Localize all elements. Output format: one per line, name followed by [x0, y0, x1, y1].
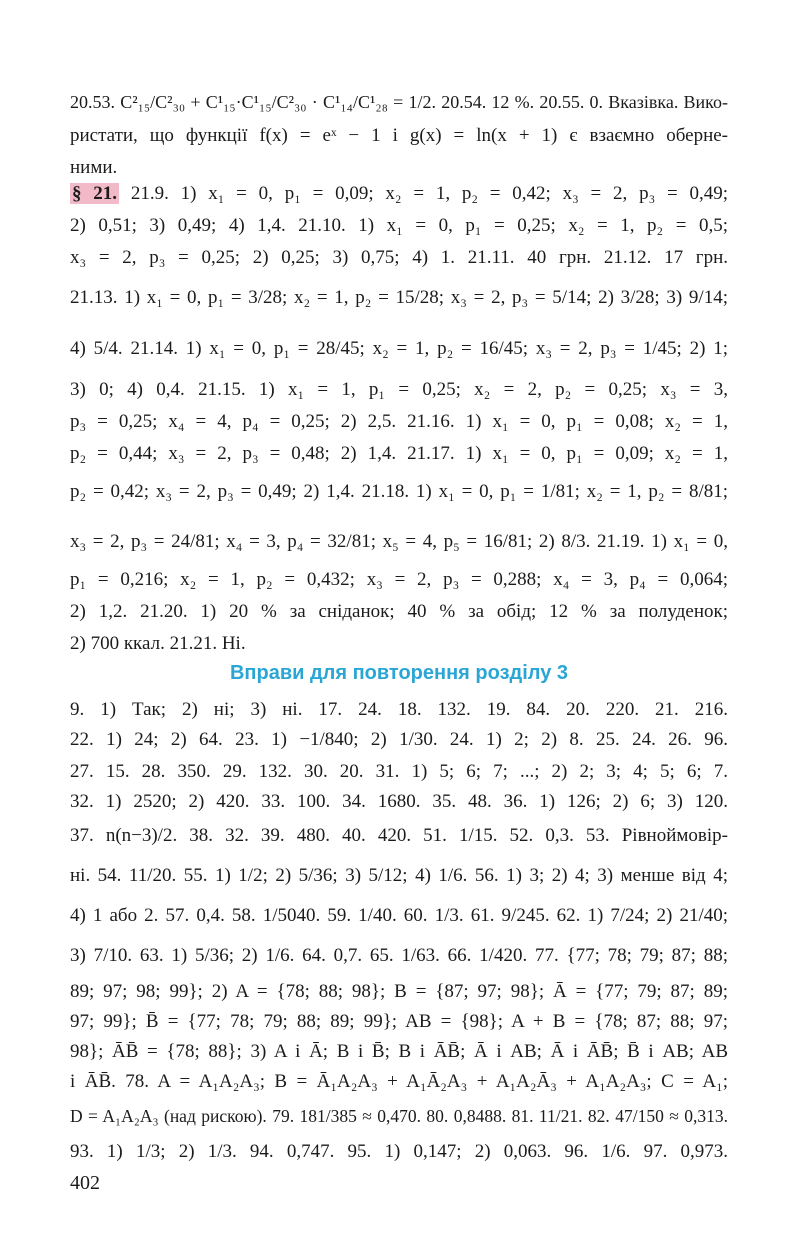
answer-line: 93. 1) 1/3; 2) 1/3. 94. 0,747. 95. 1) 0,147; 2) 0,063. 96. 1/6. 97. 0,973. [70, 1141, 728, 1162]
answer-line [70, 182, 728, 206]
answer-line: 4) 1 або 2. 57. 0,4. 58. 1/5040. 59. 1/40. 60. 1/3. 61. 9/245. 62. 1) 7/24; 2) 21/40; [70, 905, 728, 926]
section-heading: Вправи для повторення розділу 3 [229, 662, 569, 684]
answer-line: 20.53. C²₁₅/C²₃₀ + C¹₁₅·C¹₁₅/C²₃₀ · C¹₁₄/C¹₂₈ = 1/2. 20.54. 12 %. 20.55. 0. Вказівка. Вико- [70, 92, 728, 112]
answer-line: ристати, що функції f(x) = eˣ − 1 і g(x) = ln(x + 1) є взаємно оберне- [70, 125, 728, 146]
answer-line: 98}; ĀB̄ = {78; 88}; 3) A і Ā; B і B̄; B і ĀB̄; Ā і AB; Ā і ĀB̄; B̄ і AB; AB [70, 1041, 728, 1062]
answer-line: 9. 1) Так; 2) ні; 3) ні. 17. 24. 18. 132. 19. 84. 20. 220. 21. 216. [70, 699, 728, 720]
answer-line: 22. 1) 24; 2) 64. 23. 1) −1/840; 2) 1/30. 24. 1) 2; 2) 8. 25. 24. 26. 96. [70, 729, 728, 750]
answer-line: x₃ = 2, p₃ = 24/81; x₄ = 3, p₄ = 32/81; x₅ = 4, p₅ = 16/81; 2) 8/3. 21.19. 1) x₁ = 0, [70, 531, 728, 552]
answer-line: ні. 54. 11/20. 55. 1) 1/2; 2) 5/36; 3) 5/12; 4) 1/6. 56. 1) 3; 2) 4; 3) менше від 4; [70, 865, 728, 886]
answer-line: 37. n(n−3)/2. 38. 32. 39. 480. 40. 420. 51. 1/15. 52. 0,3. 53. Рівноймовір- [70, 825, 728, 846]
answer-line: 32. 1) 2520; 2) 420. 33. 100. 34. 1680. 35. 48. 36. 1) 126; 2) 6; 3) 120. [70, 791, 728, 812]
answer-line: x₃ = 2, p₃ = 0,25; 2) 0,25; 3) 0,75; 4) 1. 21.11. 40 грн. 21.12. 17 грн. [70, 247, 728, 268]
answer-line: p₃ = 0,25; x₄ = 4, p₄ = 0,25; 2) 2,5. 21.16. 1) x₁ = 0, p₁ = 0,08; x₂ = 1, [70, 411, 728, 432]
answer-line: 3) 7/10. 63. 1) 5/36; 2) 1/6. 64. 0,7. 65. 1/63. 66. 1/420. 77. {77; 78; 79; 87; 88; [70, 945, 728, 966]
answer-line: 2) 700 ккал. 21.21. Ні. [70, 633, 246, 654]
answer-line: p₁ = 0,216; x₂ = 1, p₂ = 0,432; x₃ = 2, p₃ = 0,288; x₄ = 3, p₄ = 0,064; [70, 569, 728, 590]
answer-line: ними. [70, 157, 118, 178]
answer-line: 89; 97; 98; 99}; 2) A = {78; 88; 98}; B = {87; 97; 98}; Ā = {77; 79; 87; 89; [70, 981, 728, 1002]
answer-line: 27. 15. 28. 350. 29. 132. 30. 20. 31. 1) 5; 6; 7; ...; 2) 2; 3; 4; 5; 6; 7. [70, 761, 728, 782]
answer-line: і ĀB̄. 78. A = A₁A₂A₃; B = Ā₁A₂A₃ + A₁Ā₂A₃ + A₁A₂Ā₃ + A₁A₂A₃; C = A₁; [70, 1071, 728, 1092]
answer-line-text: 21.9. 1) x₁ = 0, p₁ = 0,09; x₂ = 1, p₂ = 0,42; x₃ = 2, p₃ = 0,49; [130, 183, 729, 204]
answer-line: 4) 5/4. 21.14. 1) x₁ = 0, p₁ = 28/45; x₂ = 1, p₂ = 16/45; x₃ = 2, p₃ = 1/45; 2) 1; [70, 338, 728, 359]
answer-line: p₂ = 0,42; x₃ = 2, p₃ = 0,49; 2) 1,4. 21.18. 1) x₁ = 0, p₁ = 1/81; x₂ = 1, p₂ = 8/81; [70, 481, 728, 502]
answer-line: 3) 0; 4) 0,4. 21.15. 1) x₁ = 1, p₁ = 0,25; x₂ = 2, p₂ = 0,25; x₃ = 3, [70, 379, 728, 400]
page-number: 402 [70, 1172, 100, 1194]
section-marker: § 21. [72, 183, 118, 204]
answer-line: p₂ = 0,44; x₃ = 2, p₃ = 0,48; 2) 1,4. 21.17. 1) x₁ = 0, p₁ = 0,09; x₂ = 1, [70, 443, 728, 464]
answer-line: 2) 0,51; 3) 0,49; 4) 1,4. 21.10. 1) x₁ = 0, p₁ = 0,25; x₂ = 1, p₂ = 0,5; [70, 215, 728, 236]
answer-line: 21.13. 1) x₁ = 0, p₁ = 3/28; x₂ = 1, p₂ = 15/28; x₃ = 2, p₃ = 5/14; 2) 3/28; 3) 9/14; [70, 287, 728, 308]
answer-line: D = A₁A₂A₃ (над рискою). 79. 181/385 ≈ 0,470. 80. 0,8488. 81. 11/21. 82. 47/150 ≈ 0,313. [70, 1106, 728, 1126]
answer-line: 2) 1,2. 21.20. 1) 20 % за сніданок; 40 % за обід; 12 % за полуденок; [70, 601, 728, 622]
answer-line: 97; 99}; B̄ = {77; 78; 79; 88; 89; 99}; AB = {98}; A + B = {78; 87; 88; 97; [70, 1011, 728, 1032]
